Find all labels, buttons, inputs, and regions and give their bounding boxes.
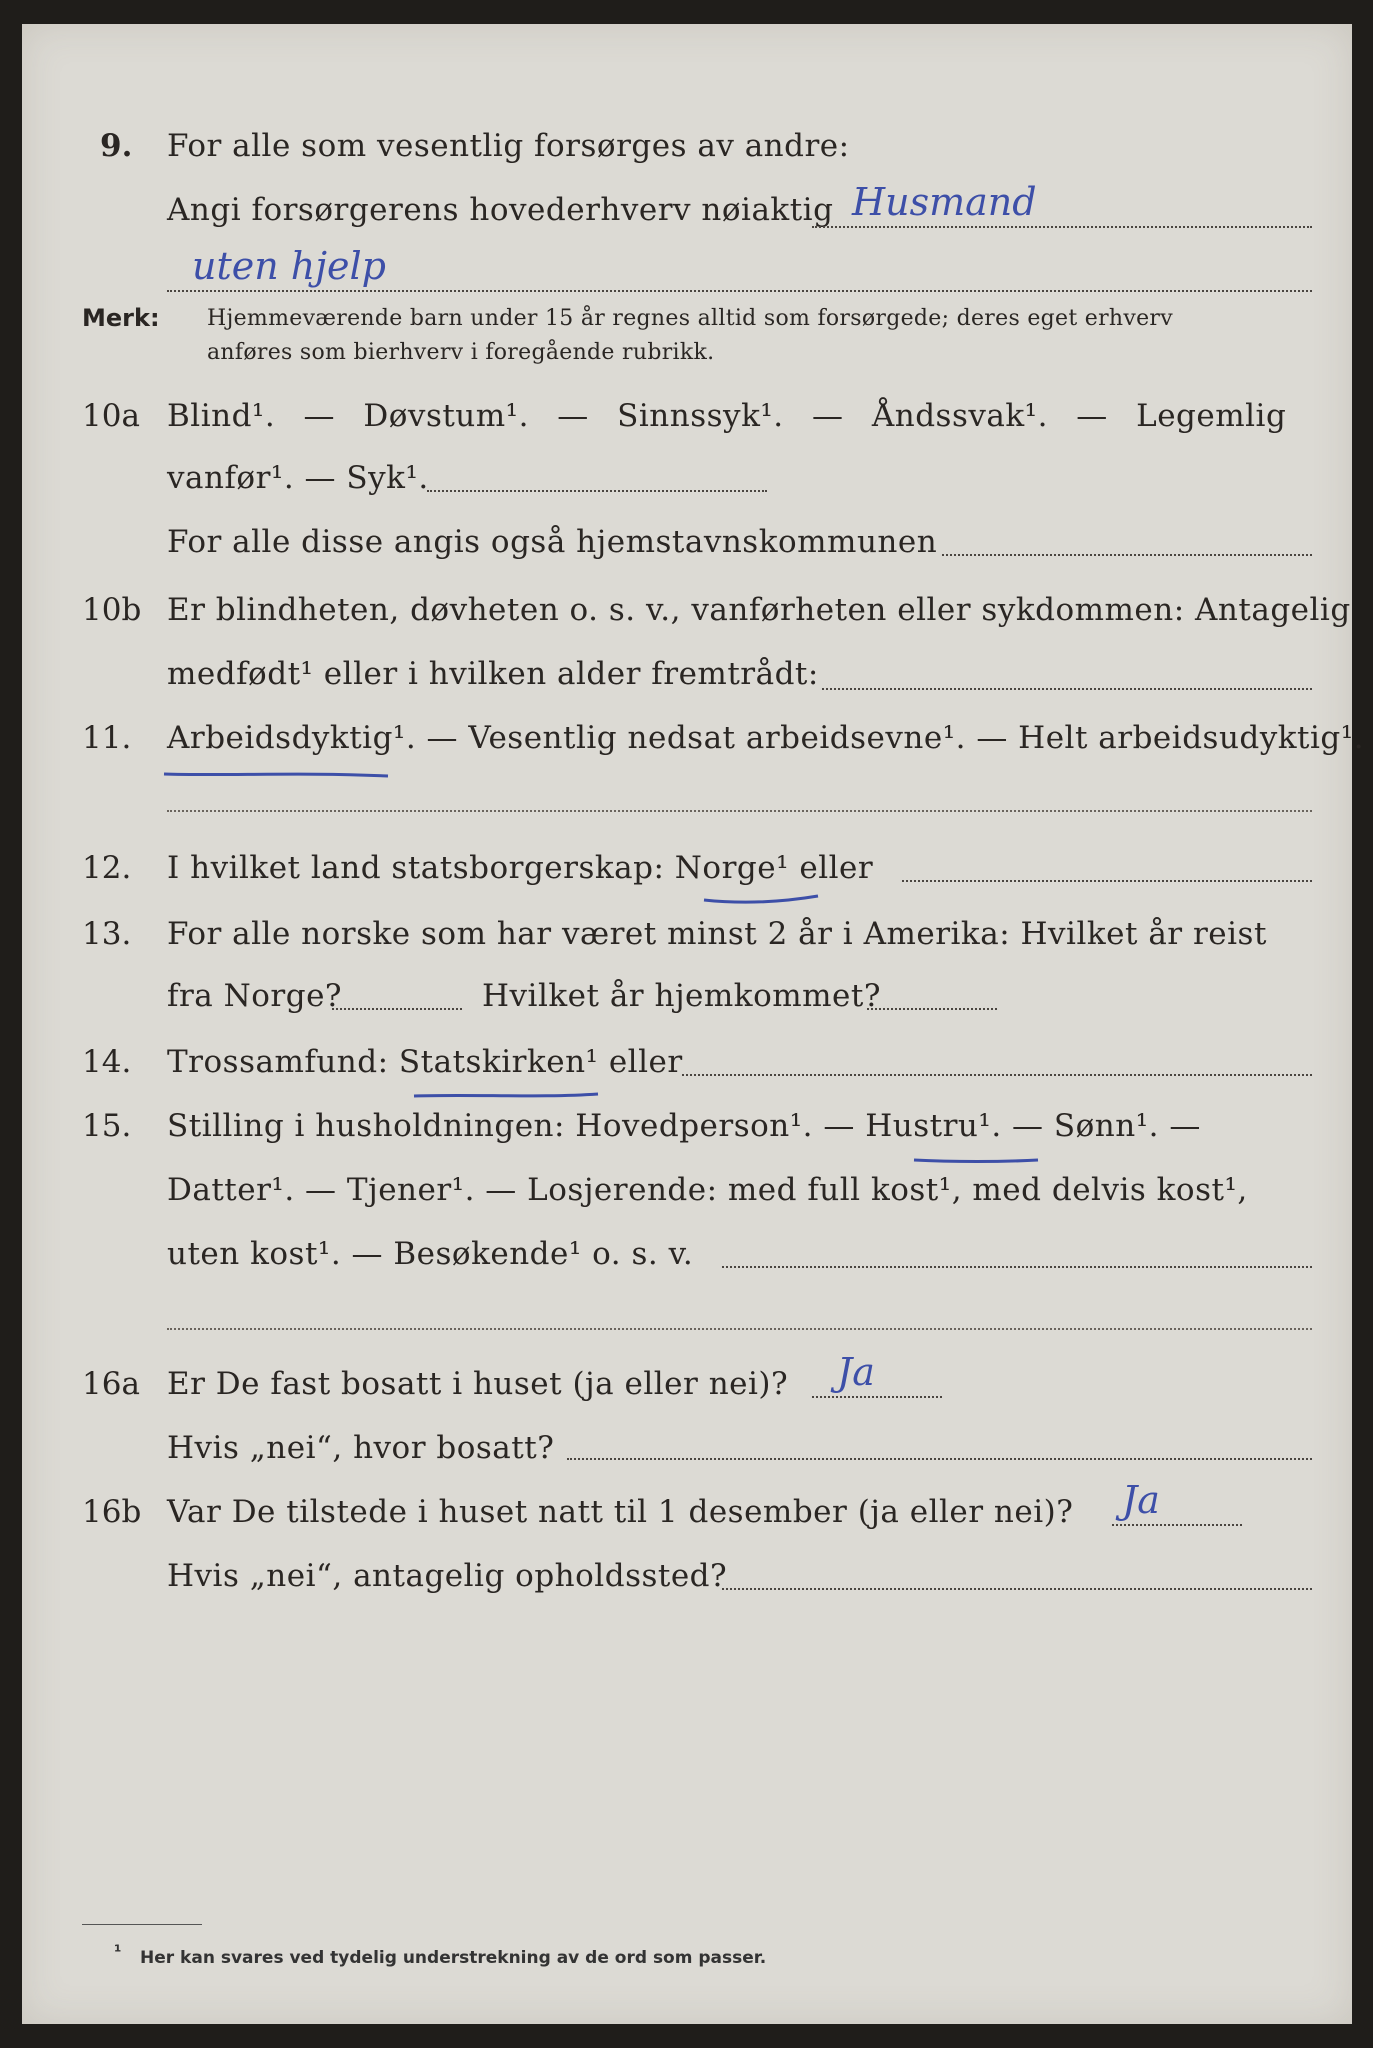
q13-line2b: Hvilket år hjemkommet? [482,978,881,1014]
q10b-number: 10b [82,592,142,628]
q9-answer-line1 [812,226,1312,228]
q11-number: 11. [82,720,132,756]
q10a-number: 10a [82,398,140,434]
q13-answer-line1 [332,1008,462,1010]
q10a-line2: vanfør¹. — Syk¹. [167,460,429,496]
footnote-mark: ¹ [114,1942,122,1962]
q16a-line2: Hvis „nei“, hvor bosatt? [167,1430,555,1466]
q15-number: 15. [82,1108,132,1144]
q14-answer-line [682,1074,1312,1076]
q10a-line3: For alle disse angis også hjemstavnskommunen [167,524,938,560]
q9-number: 9. [100,128,133,164]
q15-line1: Stilling i husholdningen: Hovedperson¹. — Hustru¹. — Sønn¹. — [167,1108,1201,1144]
q16b-line1: Var De tilstede i huset natt til 1 desember (ja eller nei)? [167,1494,1074,1530]
q15-underline-mark [912,1152,1042,1170]
q13-line2a: fra Norge? [167,978,343,1014]
q10a-answer-line2 [942,554,1312,556]
q10a-line1: Blind¹. — Døvstum¹. — Sinnssyk¹. — Åndssvak¹. — Legemlig [167,398,1287,434]
q9-line1: For alle som vesentlig forsørges av andre: [167,128,850,164]
q10b-answer-line [822,688,1312,690]
census-form-page [22,24,1365,2024]
q11-underline-mark [162,764,392,784]
q12-line1: I hvilket land statsborgerskap: Norge¹ eller [167,850,874,886]
q9-handwritten-answer1: Husmand [852,180,1037,224]
footnote-text: Her kan svares ved tydelig understrekning av de ord som passer. [140,1948,767,1968]
q14-line1: Trossamfund: Statskirken¹ eller [167,1044,683,1080]
q9-handwritten-answer2: uten hjelp [192,244,387,288]
q15-line3: uten kost¹. — Besøkende¹ o. s. v. [167,1236,694,1272]
q16a-line1: Er De fast bosatt i huset (ja eller nei)? [167,1366,789,1402]
q16b-number: 16b [82,1494,142,1530]
merk-line2: anføres som bierhverv i foregående rubrikk. [207,340,715,365]
q10a-answer-line1 [427,490,767,492]
q16a-number: 16a [82,1366,140,1402]
footnote-rule [82,1924,202,1925]
q9-answer-line2 [167,290,1312,292]
q15-answer-line2 [167,1328,1312,1330]
q16a-handwritten-answer: Ja [837,1350,875,1394]
merk-line1: Hjemmeværende barn under 15 år regnes alltid som forsørgede; deres eget erhverv [207,306,1173,331]
q12-underline-mark [702,892,822,910]
q13-number: 13. [82,916,132,952]
q13-line1: For alle norske som har været minst 2 år i Amerika: Hvilket år reist [167,916,1267,952]
q12-answer-line [902,880,1312,882]
q10b-line1: Er blindheten, døvheten o. s. v., vanførheten eller sykdommen: Antagelig [167,592,1351,628]
q9-line2: Angi forsørgerens hovederhverv nøiaktig [167,192,834,228]
q16b-answer-line1 [1112,1524,1242,1526]
q13-answer-line2 [867,1008,997,1010]
q14-number: 14. [82,1044,132,1080]
q16b-answer-line2 [722,1588,1312,1590]
q16a-answer-line1 [812,1396,942,1398]
q16b-handwritten-answer: Ja [1122,1478,1160,1522]
q16a-answer-line2 [567,1458,1312,1460]
q15-line2: Datter¹. — Tjener¹. — Losjerende: med full kost¹, med delvis kost¹, [167,1172,1248,1208]
q11-line1: Arbeidsdyktig¹. — Vesentlig nedsat arbeidsevne¹. — Helt arbeidsudyktig¹. [167,720,1365,756]
q14-underline-mark [412,1086,602,1106]
merk-label: Merk: [82,304,160,332]
q15-answer-line1 [722,1266,1312,1268]
q12-number: 12. [82,850,132,886]
q16b-line2: Hvis „nei“, antagelig opholdssted? [167,1558,728,1594]
q11-answer-line [167,810,1312,812]
q10b-line2: medfødt¹ eller i hvilken alder fremtrådt: [167,656,819,692]
